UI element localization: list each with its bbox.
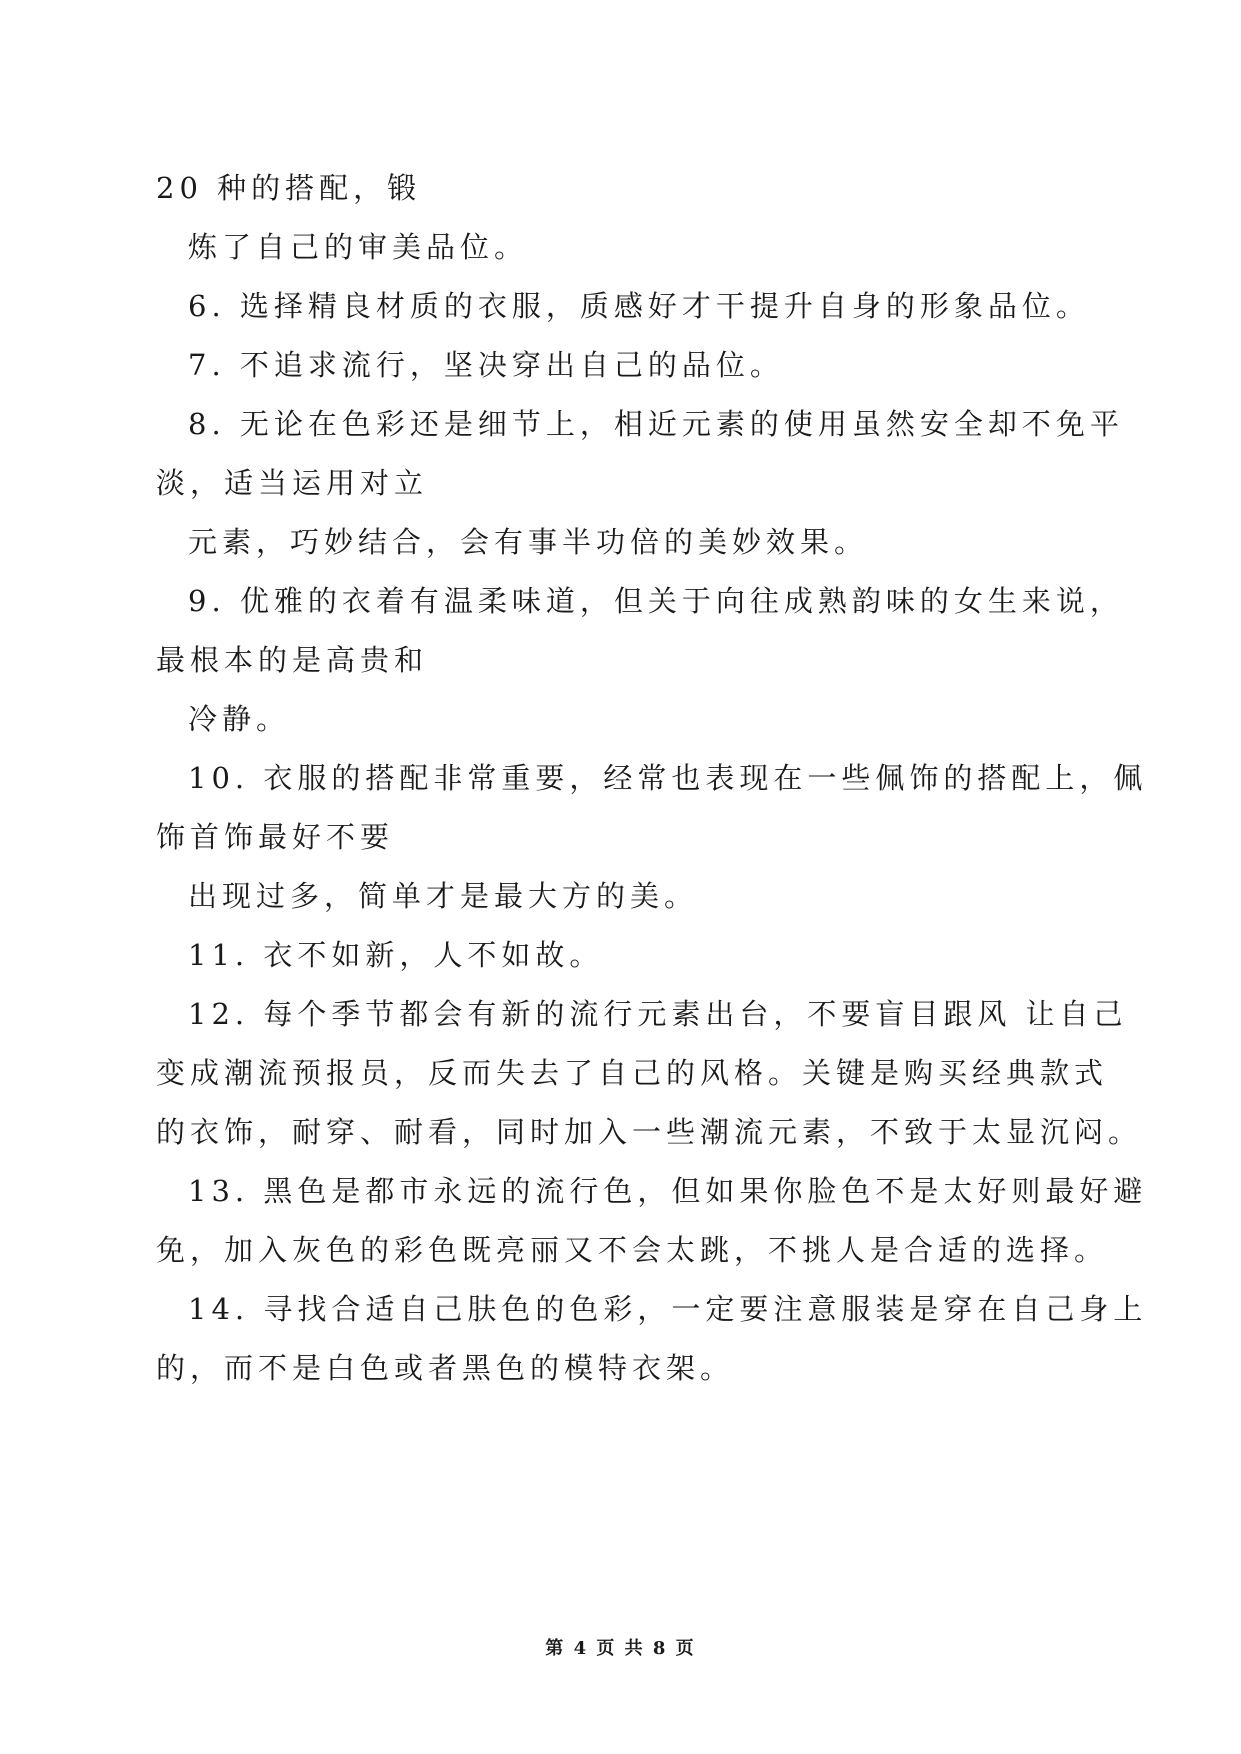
text-line: 的衣饰，耐穿、耐看，同时加入一些潮流元素，不致于太显沉闷。	[156, 1115, 1143, 1149]
page-number-footer: 第 4 页 共 8 页	[545, 1638, 696, 1659]
text-line: 出现过多，简单才是最大方的美。	[188, 879, 699, 913]
text-line: 饰首饰最好不要	[156, 820, 395, 854]
text-line: 13. 黑色是都市永远的流行色，但如果你脸色不是太好则最好避	[188, 1174, 1148, 1208]
text-line: 12. 每个季节都会有新的流行元素出台，不要盲目跟风 让自己	[188, 997, 1128, 1031]
text-line: 免，加入灰色的彩色既亮丽又不会太跳，不挑人是合适的选择。	[156, 1233, 1109, 1267]
text-line: 7. 不追求流行，坚决穿出自己的品位。	[188, 348, 784, 382]
text-line: 的，而不是白色或者黑色的模特衣架。	[156, 1351, 735, 1385]
text-line: 20 种的搭配，锻	[156, 171, 422, 205]
text-line: 炼了自己的审美品位。	[188, 230, 529, 264]
text-line: 14. 寻找合适自己肤色的色彩，一定要注意服装是穿在自己身上	[188, 1292, 1148, 1326]
text-line: 最根本的是高贵和	[156, 643, 429, 677]
text-line: 变成潮流预报员，反而失去了自己的风格。关键是购买经典款式	[156, 1056, 1109, 1090]
text-line: 10. 衣服的搭配非常重要，经常也表现在一些佩饰的搭配上，佩	[188, 761, 1148, 795]
text-line: 淡，适当运用对立	[156, 466, 429, 500]
text-line: 8. 无论在色彩还是细节上，相近元素的使用虽然安全却不免平	[188, 407, 1124, 441]
text-line: 6. 选择精良材质的衣服，质感好才干提升自身的形象品位。	[188, 289, 1090, 323]
text-line: 9. 优雅的衣着有温柔味道，但关于向往成熟韵味的女生来说，	[188, 584, 1124, 618]
text-line: 冷静。	[188, 702, 291, 736]
text-line: 元素，巧妙结合，会有事半功倍的美妙效果。	[188, 525, 869, 559]
text-line: 11. 衣不如新，人不如故。	[188, 938, 604, 972]
